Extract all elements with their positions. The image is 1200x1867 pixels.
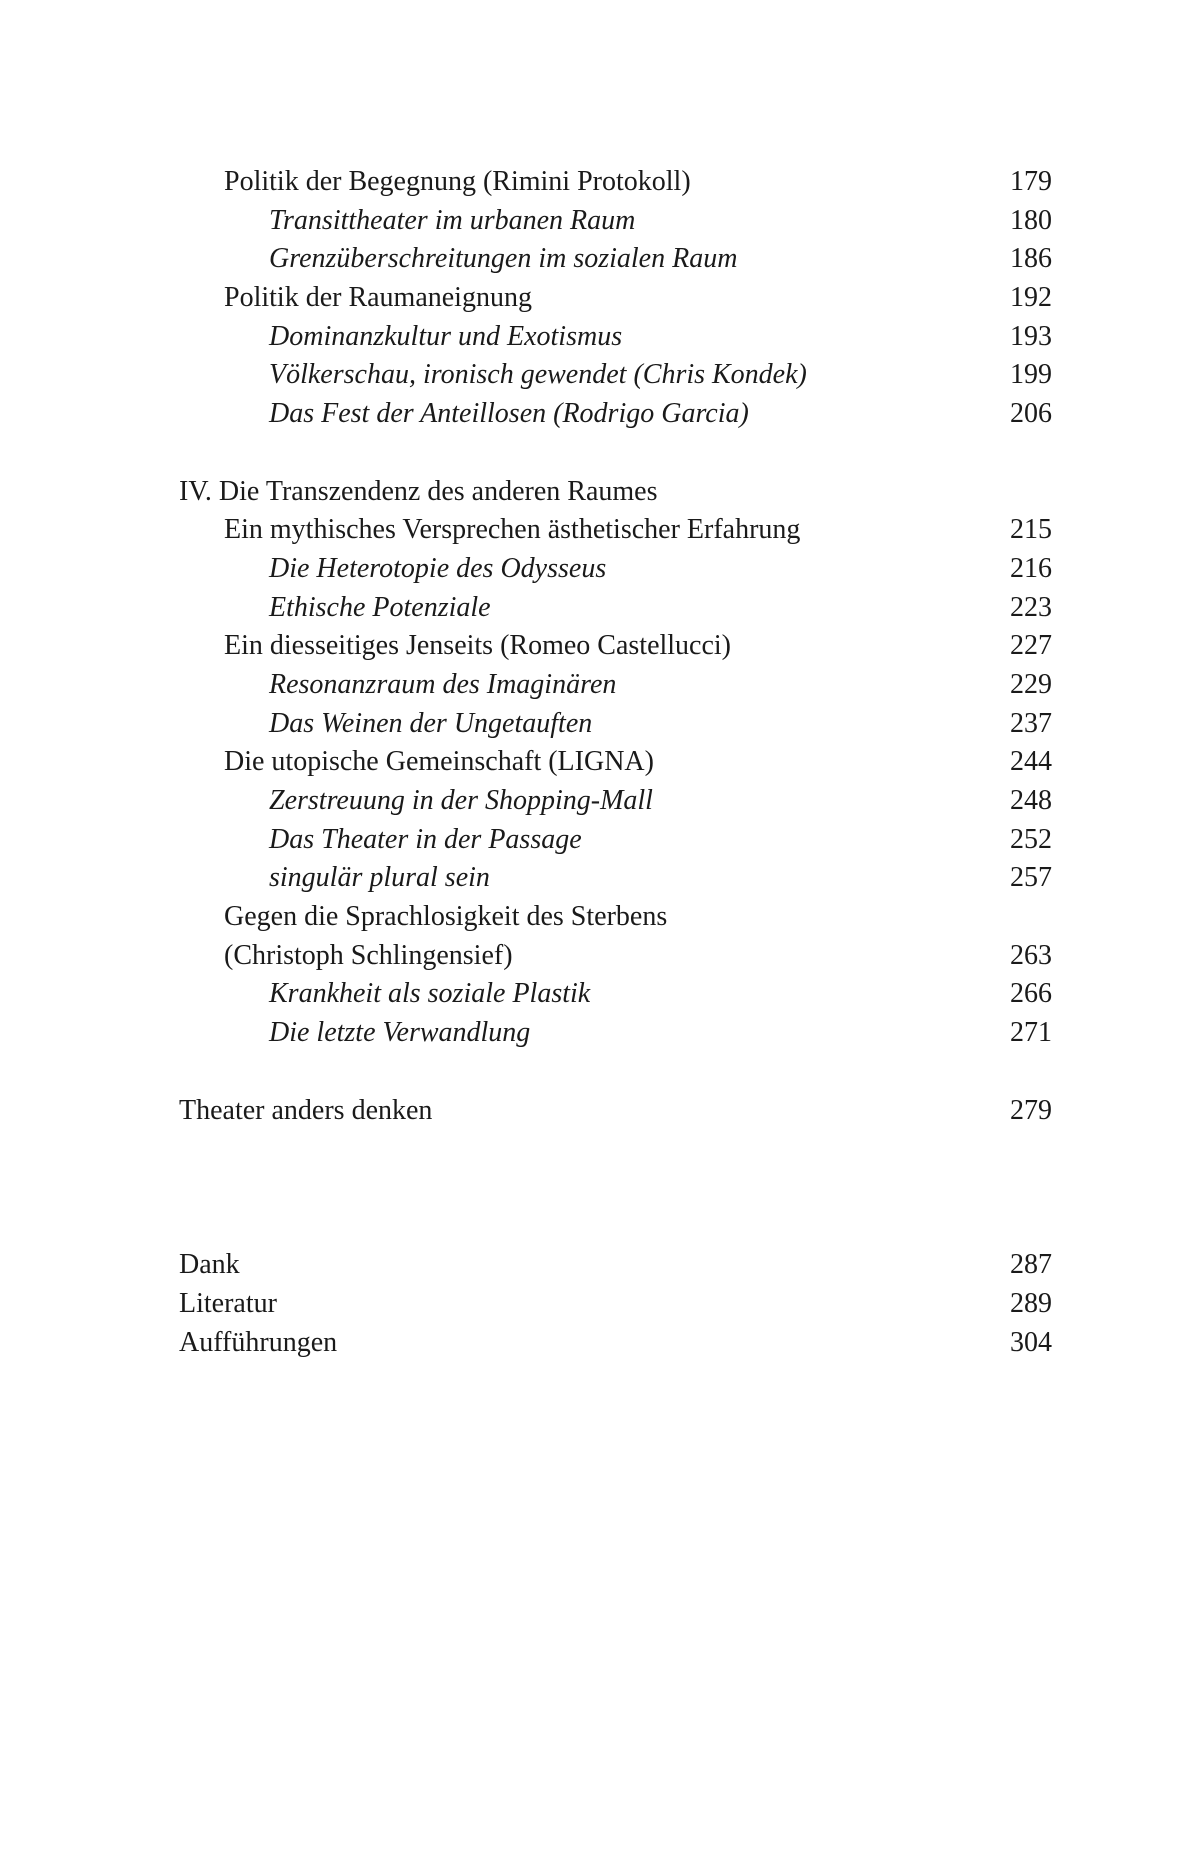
toc-chapter-closing (179, 1092, 1052, 1131)
toc-subentry (179, 705, 1052, 744)
toc-entry-continuation (179, 937, 1052, 976)
toc-entry-page: 179 (1010, 166, 1052, 197)
toc-subentry-title: Völkerschau, ironisch gewendet (Chris Kondek) (269, 359, 807, 391)
toc-subentry (179, 240, 1052, 279)
toc-subentry (179, 550, 1052, 589)
toc-subentry-page: 199 (1010, 359, 1052, 391)
back-matter-spacer (179, 1130, 1052, 1246)
toc-subentry-page: 266 (1010, 978, 1052, 1010)
toc-entry (179, 898, 1052, 937)
toc-subentry-title: Krankheit als soziale Plastik (269, 978, 591, 1010)
toc-subentry-page: 206 (1010, 398, 1052, 430)
toc-subentry-title: Resonanzraum des Imaginären (269, 668, 617, 700)
toc-entry-title: Gegen die Sprachlosigkeit des Sterbens (224, 901, 668, 933)
toc-subentry-title: Zerstreuung in der Shopping-Mall (269, 785, 653, 816)
toc-back-matter-entry (179, 1246, 1052, 1285)
toc-subentry-title: Ethische Potenziale (269, 591, 491, 623)
toc-entry-title: Politik der Raumaneignung (224, 282, 532, 314)
toc-entry (179, 163, 1052, 202)
table-of-contents (179, 163, 1052, 1362)
back-matter-page: 287 (1010, 1249, 1052, 1281)
toc-subentry (179, 821, 1052, 860)
toc-entry (179, 743, 1052, 782)
toc-subentry-page: 237 (1010, 707, 1052, 739)
toc-subentry-title: Die Heterotopie des Odysseus (269, 552, 607, 584)
toc-subentry (179, 666, 1052, 705)
toc-entry-title: Die utopische Gemeinschaft (LIGNA) (224, 746, 654, 778)
toc-subentry-title: singulär plural sein (269, 862, 490, 894)
chapter-heading-title: IV. Die Transzendenz des anderen Raumes (179, 475, 658, 507)
toc-subentry-page: 248 (1010, 785, 1052, 816)
toc-entry-page: 215 (1010, 514, 1052, 546)
closing-page: 279 (1010, 1094, 1052, 1126)
toc-subentry (179, 782, 1052, 821)
toc-subentry-page: 271 (1010, 1017, 1052, 1049)
toc-entry (179, 627, 1052, 666)
toc-subentry-title: Dominanzkultur und Exotismus (269, 320, 623, 352)
toc-chapter-heading (179, 473, 1052, 512)
toc-subentry-title: Transittheater im urbanen Raum (269, 204, 636, 236)
back-matter-page: 304 (1010, 1326, 1052, 1358)
toc-entry-title: Politik der Begegnung (Rimini Protokoll) (224, 166, 691, 197)
toc-subentry-page: 257 (1010, 862, 1052, 894)
toc-entry-title: Ein diesseitiges Jenseits (Romeo Castellucci) (224, 630, 732, 662)
back-matter-title: Literatur (179, 1287, 277, 1319)
toc-entry-title: Ein mythisches Versprechen ästhetischer Erfahrung (224, 514, 801, 546)
toc-subentry (179, 589, 1052, 628)
toc-subentry (179, 395, 1052, 434)
toc-subentry (179, 318, 1052, 357)
section-spacer (179, 434, 1052, 473)
toc-subentry-page: 186 (1010, 243, 1052, 275)
toc-subentry-page: 216 (1010, 552, 1052, 584)
toc-subentry-title: Das Theater in der Passage (269, 823, 582, 855)
back-matter-title: Dank (179, 1249, 240, 1281)
closing-title: Theater anders denken (179, 1094, 433, 1126)
back-matter-page: 289 (1010, 1287, 1052, 1319)
toc-subentry-page: 193 (1010, 320, 1052, 352)
toc-subentry-page: 252 (1010, 823, 1052, 855)
back-matter-title: Aufführungen (179, 1326, 338, 1358)
toc-subentry (179, 975, 1052, 1014)
section-spacer (179, 1053, 1052, 1092)
toc-entry-page: 227 (1010, 630, 1052, 662)
toc-entry-page: 263 (1010, 939, 1052, 971)
toc-subentry-title: Die letzte Verwandlung (269, 1017, 531, 1049)
toc-subentry (179, 859, 1052, 898)
toc-entry-page: 244 (1010, 746, 1052, 778)
toc-subentry-title: Das Weinen der Ungetauften (269, 707, 593, 739)
toc-entry (179, 279, 1052, 318)
toc-subentry-title: Grenzüberschreitungen im sozialen Raum (269, 243, 738, 275)
toc-subentry-page: 223 (1010, 591, 1052, 623)
toc-subentry (179, 202, 1052, 241)
toc-entry (179, 511, 1052, 550)
toc-subentry-page: 180 (1010, 204, 1052, 236)
toc-back-matter-entry (179, 1285, 1052, 1324)
toc-back-matter-entry (179, 1324, 1052, 1363)
toc-subentry-page: 229 (1010, 668, 1052, 700)
toc-subentry-title: Das Fest der Anteillosen (Rodrigo Garcia) (269, 398, 749, 430)
toc-entry-title: (Christoph Schlingensief) (224, 939, 513, 971)
toc-subentry (179, 1014, 1052, 1053)
toc-subentry (179, 356, 1052, 395)
toc-entry-page: 192 (1010, 282, 1052, 314)
